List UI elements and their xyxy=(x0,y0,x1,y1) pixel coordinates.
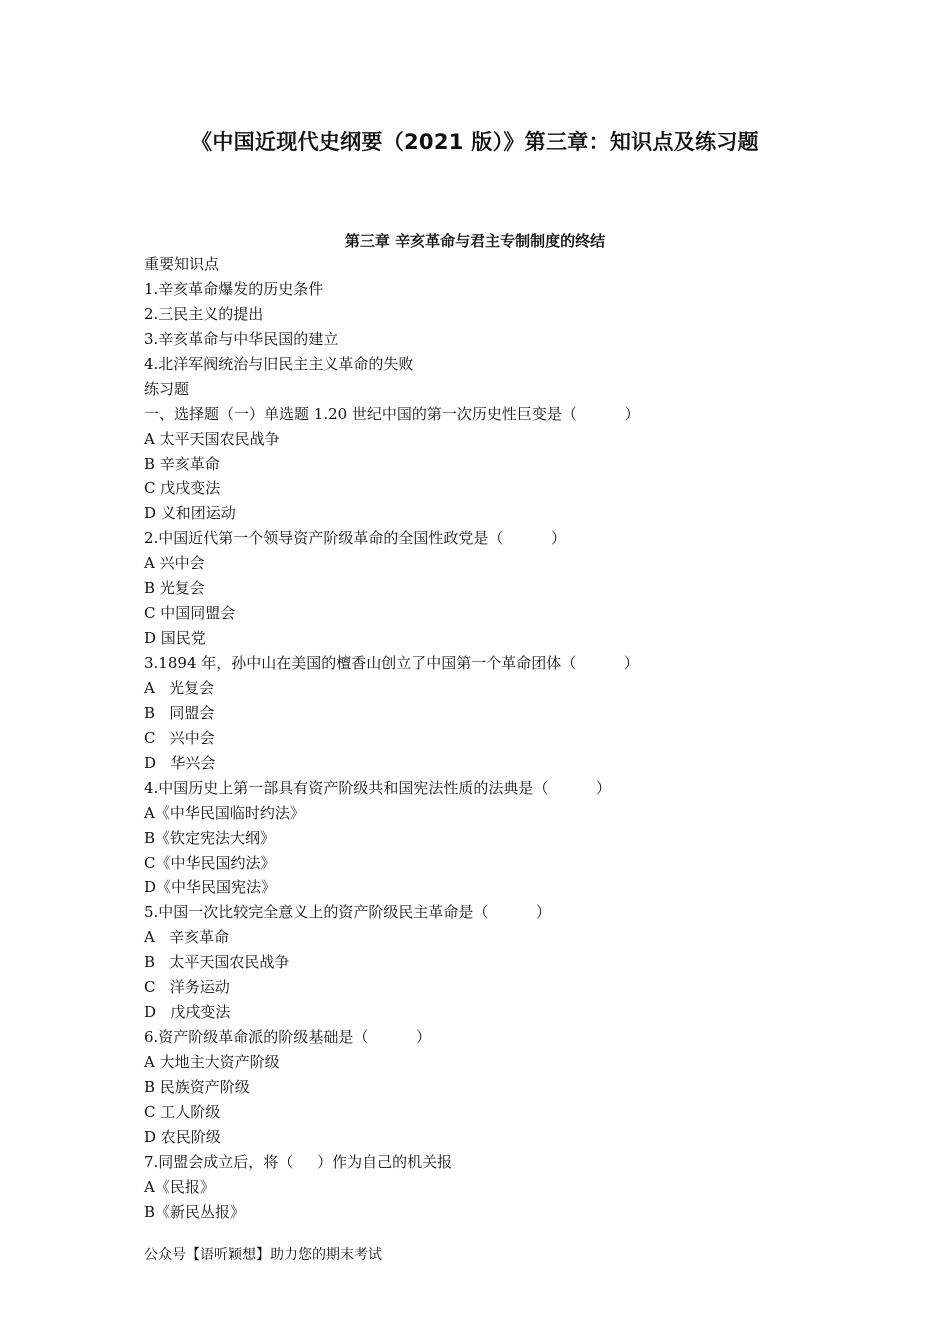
document-line: D 华兴会 xyxy=(144,753,216,772)
chapter-title: 第三章 辛亥革命与君主专制制度的终结 xyxy=(344,232,606,250)
document-line: A《民报》 xyxy=(144,1177,215,1196)
document-line: C 戊戌变法 xyxy=(144,479,221,498)
document-line: C 工人阶级 xyxy=(144,1102,221,1121)
document-line: 一、选择题（一）单选题 1.20 世纪中国的第一次历史性巨变是（ ） xyxy=(144,404,640,423)
document-line: B 辛亥革命 xyxy=(144,454,220,473)
document-line: A《中华民国临时约法》 xyxy=(144,803,305,822)
document-line: A 兴中会 xyxy=(144,554,205,573)
document-line: 4.中国历史上第一部具有资产阶级共和国宪法性质的法典是（ ） xyxy=(144,778,611,797)
document-line: C 中国同盟会 xyxy=(144,604,236,623)
document-line: C 兴中会 xyxy=(144,728,215,747)
document-line: D 国民党 xyxy=(144,629,206,648)
document-line: 3.1894 年，孙中山在美国的檀香山创立了中国第一个革命团体（ ） xyxy=(144,654,639,672)
page-footer: 公众号【语听颖想】助力您的期末考试 xyxy=(144,1247,382,1263)
document-line: B 同盟会 xyxy=(144,703,215,722)
document-line: 重要知识点 xyxy=(144,255,220,273)
document-line: A 大地主大资产阶级 xyxy=(144,1053,280,1071)
document-line: D 义和团运动 xyxy=(144,504,236,523)
document-line: 1.辛亥革命爆发的历史条件 xyxy=(144,279,324,298)
document-line: D 戊戌变法 xyxy=(144,1003,231,1022)
document-title: 《中国近现代史纲要（2021 版）》第三章：知识点及练习题 xyxy=(191,130,759,154)
document-line: C《中华民国约法》 xyxy=(144,853,276,872)
document-line: 3.辛亥革命与中华民国的建立 xyxy=(144,329,339,348)
document-line: A 太平天国农民战争 xyxy=(144,429,280,448)
document-line: A 辛亥革命 xyxy=(144,928,230,947)
document-line: 4.北洋军阀统治与旧民主主义革命的失败 xyxy=(144,354,414,373)
document-line: D《中华民国宪法》 xyxy=(144,878,277,897)
document-line: 5.中国一次比较完全意义上的资产阶级民主革命是（ ） xyxy=(144,903,551,922)
document-line: B《新民丛报》 xyxy=(144,1202,246,1221)
document-line: D 农民阶级 xyxy=(144,1127,221,1146)
document-line: C 洋务运动 xyxy=(144,978,230,997)
document-body xyxy=(144,252,844,1225)
document-line: B《钦定宪法大纲》 xyxy=(144,828,276,847)
document-line: B 光复会 xyxy=(144,579,205,598)
document-line: 2.三民主义的提出 xyxy=(144,304,264,323)
document-line: 6.资产阶级革命派的阶级基础是（ ） xyxy=(144,1028,431,1047)
document-line: B 太平天国农民战争 xyxy=(144,953,290,972)
document-line: A 光复会 xyxy=(144,678,215,697)
document-line: B 民族资产阶级 xyxy=(144,1077,250,1096)
document-line: 练习题 xyxy=(144,379,190,398)
document-line: 2.中国近代第一个领导资产阶级革命的全国性政党是（ ） xyxy=(144,529,566,548)
document-line: 7.同盟会成立后，将（ ）作为自己的机关报 xyxy=(144,1152,453,1171)
